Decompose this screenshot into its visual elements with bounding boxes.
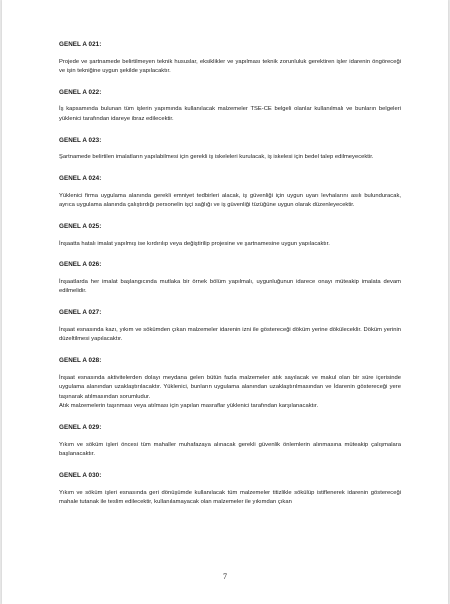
section-paragraph: Şartnamede belirtilen imalatların yapılabilmesi için gerekli iş iskeleleri kurulacak, iş iskelesi için bedel talep edilmeyecektir. xyxy=(59,154,374,161)
section-genel-a-022 xyxy=(59,88,401,125)
section-paragraph: Yüklenici firma uygulama alanında gerekli emniyet tedbirleri alacak, iş güvenliği için uygun uyarı levhalarını asılı bulunduracak, ayrıca uygulama alanında çalıştırdığı personelin işçi sağlığı ve iş güvenliği tüzüğüne uygun olarak düzenleyecektir. xyxy=(59,192,401,209)
section-paragraph: Atık malzemelerin taşınması veya atılması için yapılan masraflar yüklenici tarafından karşılanacaktır. xyxy=(59,403,319,410)
section-heading: GENEL A 028: xyxy=(59,357,102,365)
section-paragraph: İnşaatlarda her imalat başlangıcında mutlaka bir örnek bölüm yapılmalı, uygunluğunun idarece onayı müteakip imalata devam edilmelidir. xyxy=(59,278,401,295)
section-heading: GENEL A 024: xyxy=(59,175,102,183)
section-genel-a-029 xyxy=(59,423,401,460)
section-heading: GENEL A 023: xyxy=(59,136,102,144)
section-heading: GENEL A 026: xyxy=(59,261,102,269)
section-paragraph: Projede ve şartnamede belirtilmeyen teknik hususlar, eksiklikler ve yapılması teknik zorunluluk gerektiren işler idarenin öngöreceği ve işin tekniğine uygun şekilde yapılacaktır. xyxy=(59,58,401,74)
section-heading: GENEL A 025: xyxy=(59,223,102,231)
section-paragraph: İnşaat esnasında aktivitelerden dolayı meydana gelen bütün fazla malzemeler atık sayılacak ve makul olan bir süre içerisinde uygulama alanından uzaklaştırılacaktır. Yüklenici, bunların uygulama alanından uzaklaştırılmasından ve İdarenin göstereceği yere taşınarak atılmasından sorumludur. xyxy=(59,374,401,400)
section-genel-a-030 xyxy=(59,471,401,508)
section-paragraph: Yıkım ve söküm işleri öncesi tüm mahaller muhafazaya alınacak gerekli güvenlik önlemlerin alınmasına müteakip çalışmalara başlanacaktır. xyxy=(59,441,401,458)
section-heading: GENEL A 029: xyxy=(59,424,102,432)
section-paragraph: İnşaatta hatalı imalat yapılmış ise kırdırılıp veya değiştirilip projesine ve şartnamesine uygun yapılacaktır. xyxy=(59,240,330,247)
section-genel-a-025 xyxy=(59,222,401,249)
section-genel-a-024 xyxy=(59,174,401,211)
section-heading: GENEL A 021: xyxy=(59,41,102,48)
section-genel-a-026 xyxy=(59,260,401,297)
section-heading: GENEL A 022: xyxy=(59,88,102,96)
section-heading: GENEL A 030: xyxy=(59,472,102,480)
section-paragraph: Yıkım ve söküm işleri esnasında geri dönüşümde kullanılacak tüm malzemeler titizlikle sökülüp istiflenerek idarenin göstereceği mahale tutanak ile teslim edilecektir, kullanılamayacak olan malzemeler ile yıkımdan çıkan xyxy=(59,489,401,506)
section-paragraph: İş kapsamında bulunan tüm işlerin yapımında kullanılacak malzemeler TSE-CE belgeli olanlar kullanılmalı ve bunların belgeleri yüklenici tarafından idareye ibraz edilecektir. xyxy=(59,106,401,122)
section-genel-a-021 xyxy=(59,40,401,77)
section-paragraph: İnşaat esnasında kazı, yıkım ve sökümden çıkan malzemeler idarenin izni ile göstereceği döküm yerine döküleceklir. Döküm yerinin düzeltilmesi yapılacaktır. xyxy=(59,326,401,343)
section-genel-a-023 xyxy=(59,136,401,163)
page-number: 7 xyxy=(223,572,227,581)
document-page xyxy=(2,0,448,604)
document-body xyxy=(59,40,401,519)
section-genel-a-028 xyxy=(59,356,401,412)
section-heading: GENEL A 027: xyxy=(59,309,102,317)
section-genel-a-027 xyxy=(59,308,401,345)
